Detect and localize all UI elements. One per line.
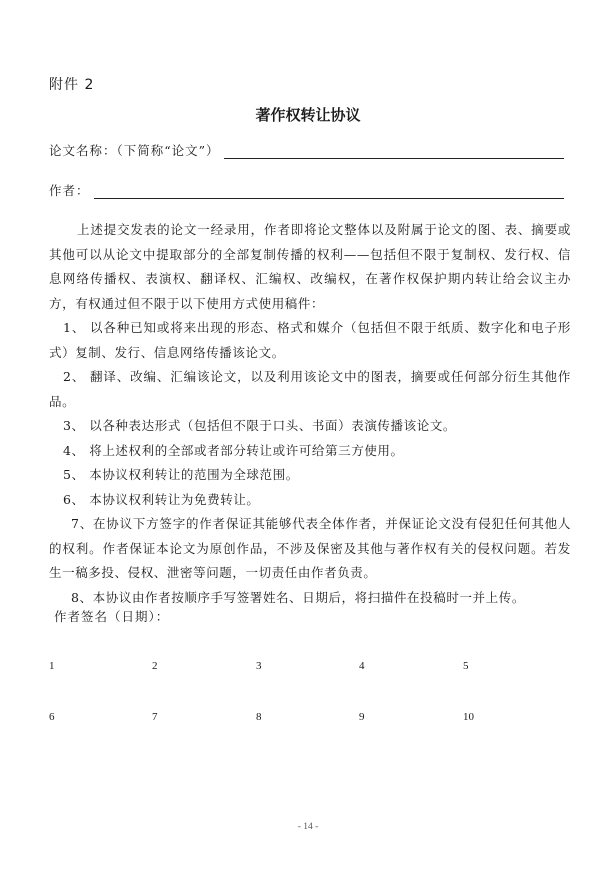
author-field (49, 181, 564, 199)
paper-title-field (49, 141, 564, 159)
paper-title-blank-line (224, 144, 564, 159)
document-title: 著作权转让协议 (255, 106, 361, 124)
signature-slot-number: 8 (256, 711, 262, 723)
signature-label: 作者签名（日期）： (54, 609, 170, 624)
agreement-body (49, 218, 571, 610)
clause-3: 3、 以各种表达形式（包括但不限于口头、书面）表演传播该论文。 (63, 418, 457, 433)
signature-slot-number: 9 (359, 711, 365, 723)
signature-slot-number: 3 (256, 660, 262, 672)
intro-paragraph: 上述提交发表的论文一经录用，作者即将论文整体以及附属于论文的图、表、摘要或其他可以从论文中提取部分的全部复制传播的权利——包括但不限于复制权、发行权、信息网络传播权、表演权、翻译权、汇编权、改编权，在著作权保护期内转让给会议主办方，有权通过但不限于以下使用方式使用稿件： (49, 222, 571, 311)
signature-slot-number: 10 (463, 711, 474, 723)
page-number: - 14 - (297, 822, 319, 832)
signature-slot-number: 4 (359, 660, 365, 672)
signature-slot-number: 2 (152, 660, 158, 672)
clause-8: 8、本协议由作者按顺序手写签署姓名、日期后，将扫描件在投稿时一并上传。 (71, 589, 525, 605)
attachment-label: 附件 2 (49, 77, 95, 93)
clause-4: 4、 将上述权利的全部或者部分转让或许可给第三方使用。 (63, 442, 404, 458)
clause-6: 6、 本协议权利转让为免费转让。 (63, 491, 260, 507)
clause-5: 5、 本协议权利转让的范围为全球范围。 (63, 467, 299, 482)
paper-title-label: 论文名称：（下简称“论文”） (49, 143, 220, 158)
signature-slot-number: 7 (152, 711, 158, 723)
signature-slot-number: 6 (49, 711, 55, 723)
signature-slot-number: 5 (463, 660, 469, 672)
author-blank-line (94, 184, 564, 199)
clause-1: 1、 以各种已知或将来出现的形态、格式和媒介（包括但不限于纸质、数字化和电子形式）复制、发行、信息网络传播该论文。 (49, 320, 571, 360)
clause-2: 2、 翻译、改编、汇编该论文，以及利用该论文中的图表，摘要或任何部分衍生其他作品。 (49, 369, 571, 409)
author-label: 作者： (49, 183, 90, 198)
clause-7: 7、在协议下方签字的作者保证其能够代表全体作者，并保证论文没有侵犯任何其他人的权利。作者保证本论文为原创作品，不涉及保密及其他与著作权有关的侵权问题。若发生一稿多投、侵权、泄密等问题，一切责任由作者负责。 (49, 516, 571, 580)
signature-slot-number: 1 (49, 660, 55, 672)
